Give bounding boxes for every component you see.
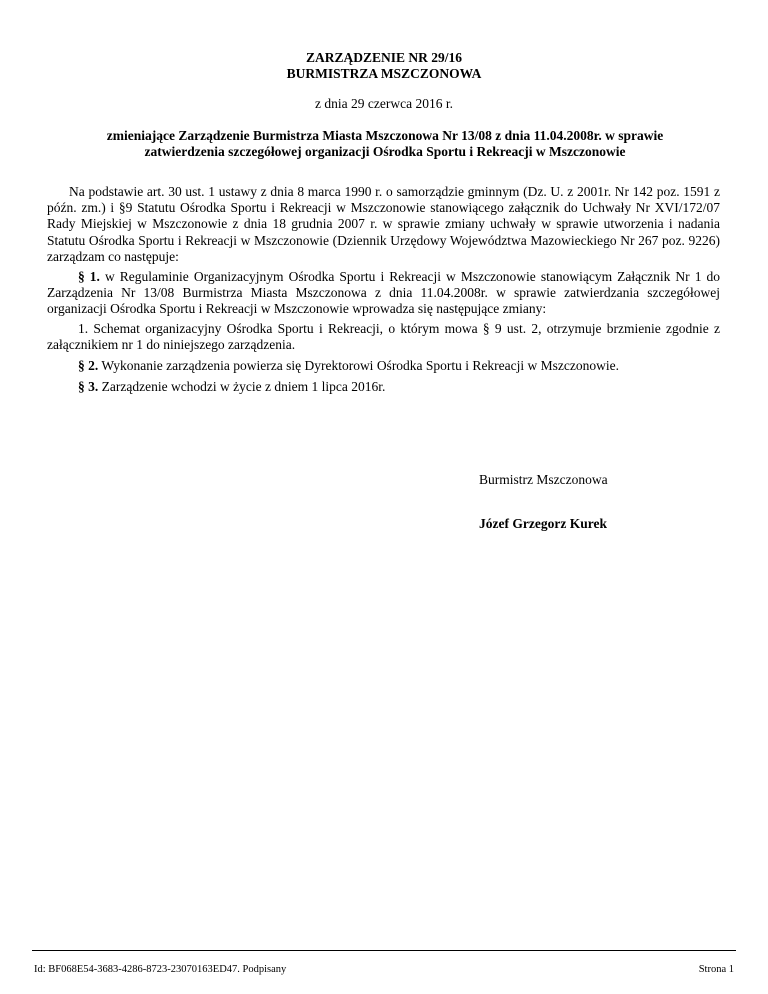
section-2-text: Wykonanie zarządzenia powierza się Dyrektorowi Ośrodka Sportu i Rekreacji w Mszczonowie.: [98, 358, 620, 373]
section-1-text: w Regulaminie Organizacyjnym Ośrodka Sportu i Rekreacji w Mszczonowie stanowiącym Załącznik Nr 1 do Zarządzenia Nr 13/08 Burmistrza Miasta Mszczonowa z dnia 11.04.2008r. w sprawie zatwierdzania szczegółowej organizacji Ośrodka Sportu i Rekreacji w Mszczonowie wprowadza się następujące zmiany:: [47, 269, 721, 317]
section-3-text: Zarządzenie wchodzi w życie z dniem 1 lipca 2016r.: [98, 379, 386, 394]
document-subject: zmieniające Zarządzenie Burmistrza Miasta Mszczonowa Nr 13/08 z dnia 11.04.2008r. w sprawie zatwierdzenia szczegółowej organizacji Ośrodka Sportu i Rekreacji w Mszczonowie: [106, 128, 664, 159]
footer-page-number: Strona 1: [698, 964, 734, 975]
document-title-issuer: BURMISTRZA MSZCZONOWA: [286, 66, 482, 81]
section-3-paragraph: [47, 379, 720, 395]
point-1-paragraph: 1. Schemat organizacyjny Ośrodka Sportu i Rekreacji, o którym mowa § 9 ust. 2, otrzymuje brzmienie zgodnie z załącznikiem nr 1 do niniejszego zarządzenia.: [47, 321, 720, 353]
section-2-label: § 2.: [78, 358, 99, 373]
document-title-number: ZARZĄDZENIE NR 29/16: [305, 50, 463, 65]
intro-paragraph: Na podstawie art. 30 ust. 1 ustawy z dnia 8 marca 1990 r. o samorządzie gminnym (Dz. U. z 2001r. Nr 142 poz. 1591 z późn. zm.) i §9 Statutu Ośrodka Sportu i Rekreacji w Mszczonowie stanowiącego załącznik do Uchwały Nr XVI/172/07 Rady Miejskiej w Mszczonowie z dnia 18 grudnia 2007 r. w sprawie zmiany uchwały w sprawie utworzenia i nadania Statutu Ośrodka Sportu i Rekreacji w Mszczonowie (Dziennik Urzędowy Województwa Mazowieckiego Nr 267 poz. 9226) zarządzam co następuje:: [47, 184, 720, 264]
footer-divider: [32, 950, 736, 951]
document-date: z dnia 29 czerwca 2016 r.: [315, 96, 453, 111]
signature-name: Józef Grzegorz Kurek: [479, 516, 607, 531]
footer-document-id: Id: BF068E54-3683-4286-8723-23070163ED47. Podpisany: [34, 964, 287, 975]
section-1-paragraph: [47, 269, 720, 318]
signature-role: Burmistrz Mszczonowa: [479, 472, 608, 487]
section-2-paragraph: [47, 358, 720, 374]
section-1-label: § 1.: [78, 269, 100, 284]
section-3-label: § 3.: [78, 379, 99, 394]
